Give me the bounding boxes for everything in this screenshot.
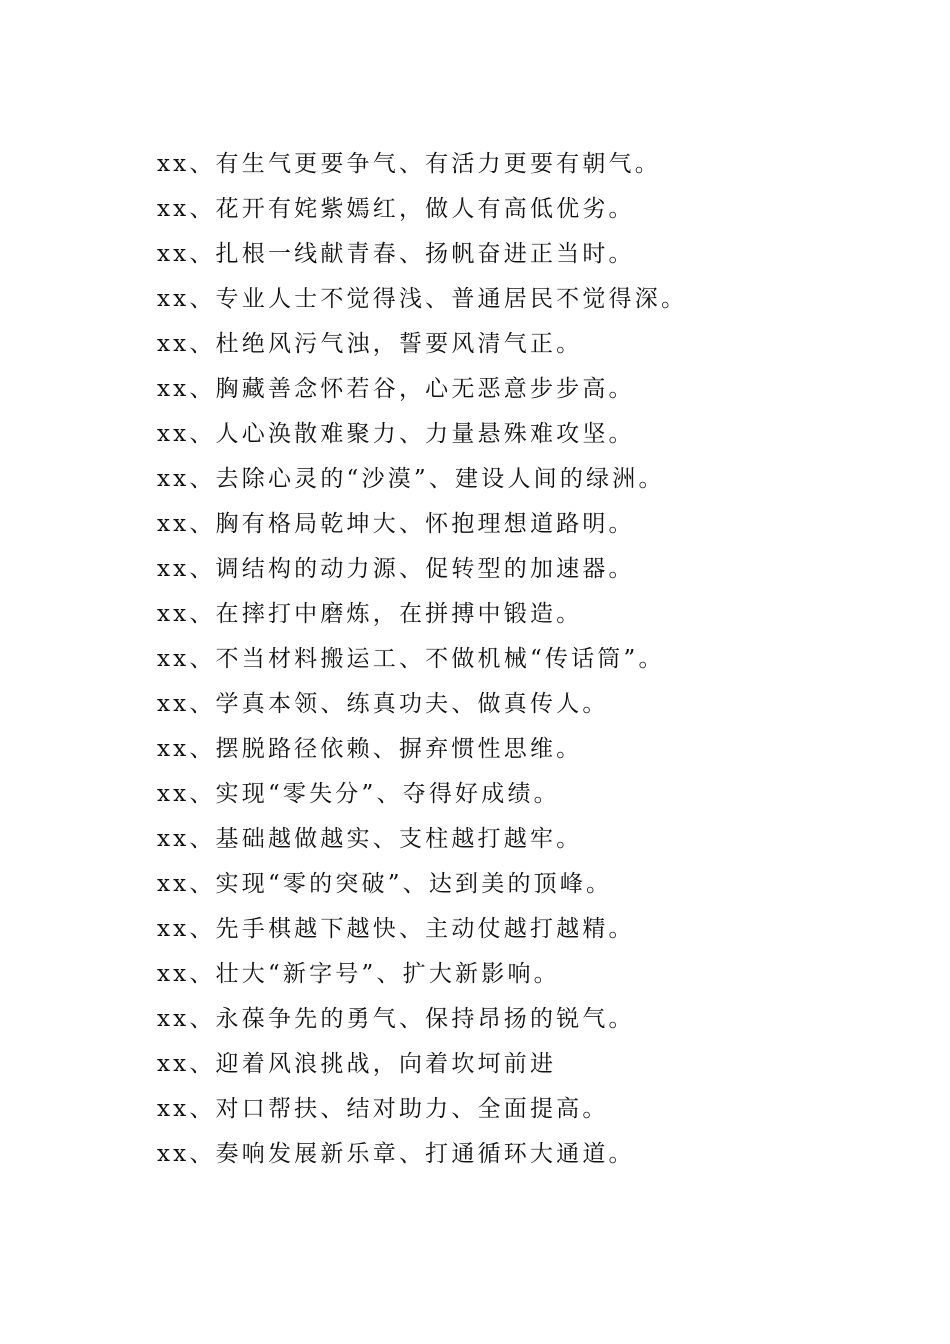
- slogan-line: xx、不当材料搬运工、不做机械“传话筒”。: [157, 646, 665, 672]
- slogan-line: xx、人心涣散难聚力、力量悬殊难攻坚。: [157, 421, 635, 447]
- slogan-line: xx、调结构的动力源、促转型的加速器。: [157, 556, 635, 582]
- slogan-line: xx、迎着风浪挑战，向着坎坷前进: [157, 1051, 557, 1077]
- slogan-line: xx、在摔打中磨炼，在拼搏中锻造。: [157, 601, 583, 627]
- slogan-line: xx、胸藏善念怀若谷，心无恶意步步高。: [157, 376, 635, 402]
- slogan-line: xx、奏响发展新乐章、打通循环大通道。: [157, 1141, 635, 1167]
- slogan-line: xx、先手棋越下越快、主动仗越打越精。: [157, 916, 635, 942]
- slogan-line: xx、有生气更要争气、有活力更要有朝气。: [157, 151, 661, 177]
- slogan-line: xx、学真本领、练真功夫、做真传人。: [157, 691, 609, 717]
- slogan-line: xx、实现“零失分”、夺得好成绩。: [157, 781, 560, 807]
- slogan-line: xx、杜绝风污气浊，誓要风清气正。: [157, 331, 583, 357]
- slogan-line: xx、壮大“新字号”、扩大新影响。: [157, 961, 560, 987]
- slogan-line: xx、对口帮扶、结对助力、全面提高。: [157, 1096, 609, 1122]
- slogan-line: xx、基础越做越实、支柱越打越牢。: [157, 826, 583, 852]
- slogan-line: xx、永葆争先的勇气、保持昂扬的锐气。: [157, 1006, 635, 1032]
- slogan-line: xx、胸有格局乾坤大、怀抱理想道路明。: [157, 511, 635, 537]
- slogan-line: xx、去除心灵的“沙漠”、建设人间的绿洲。: [157, 466, 665, 492]
- slogan-line: xx、摆脱路径依赖、摒弃惯性思维。: [157, 736, 583, 762]
- slogan-line: xx、实现“零的突破”、达到美的顶峰。: [157, 871, 613, 897]
- slogan-line: xx、扎根一线献青春、扬帆奋进正当时。: [157, 241, 635, 267]
- slogan-list: [157, 142, 917, 1177]
- slogan-line: xx、花开有姹紫嫣红，做人有高低优劣。: [157, 196, 635, 222]
- slogan-line: xx、专业人士不觉得浅、普通居民不觉得深。: [157, 286, 688, 312]
